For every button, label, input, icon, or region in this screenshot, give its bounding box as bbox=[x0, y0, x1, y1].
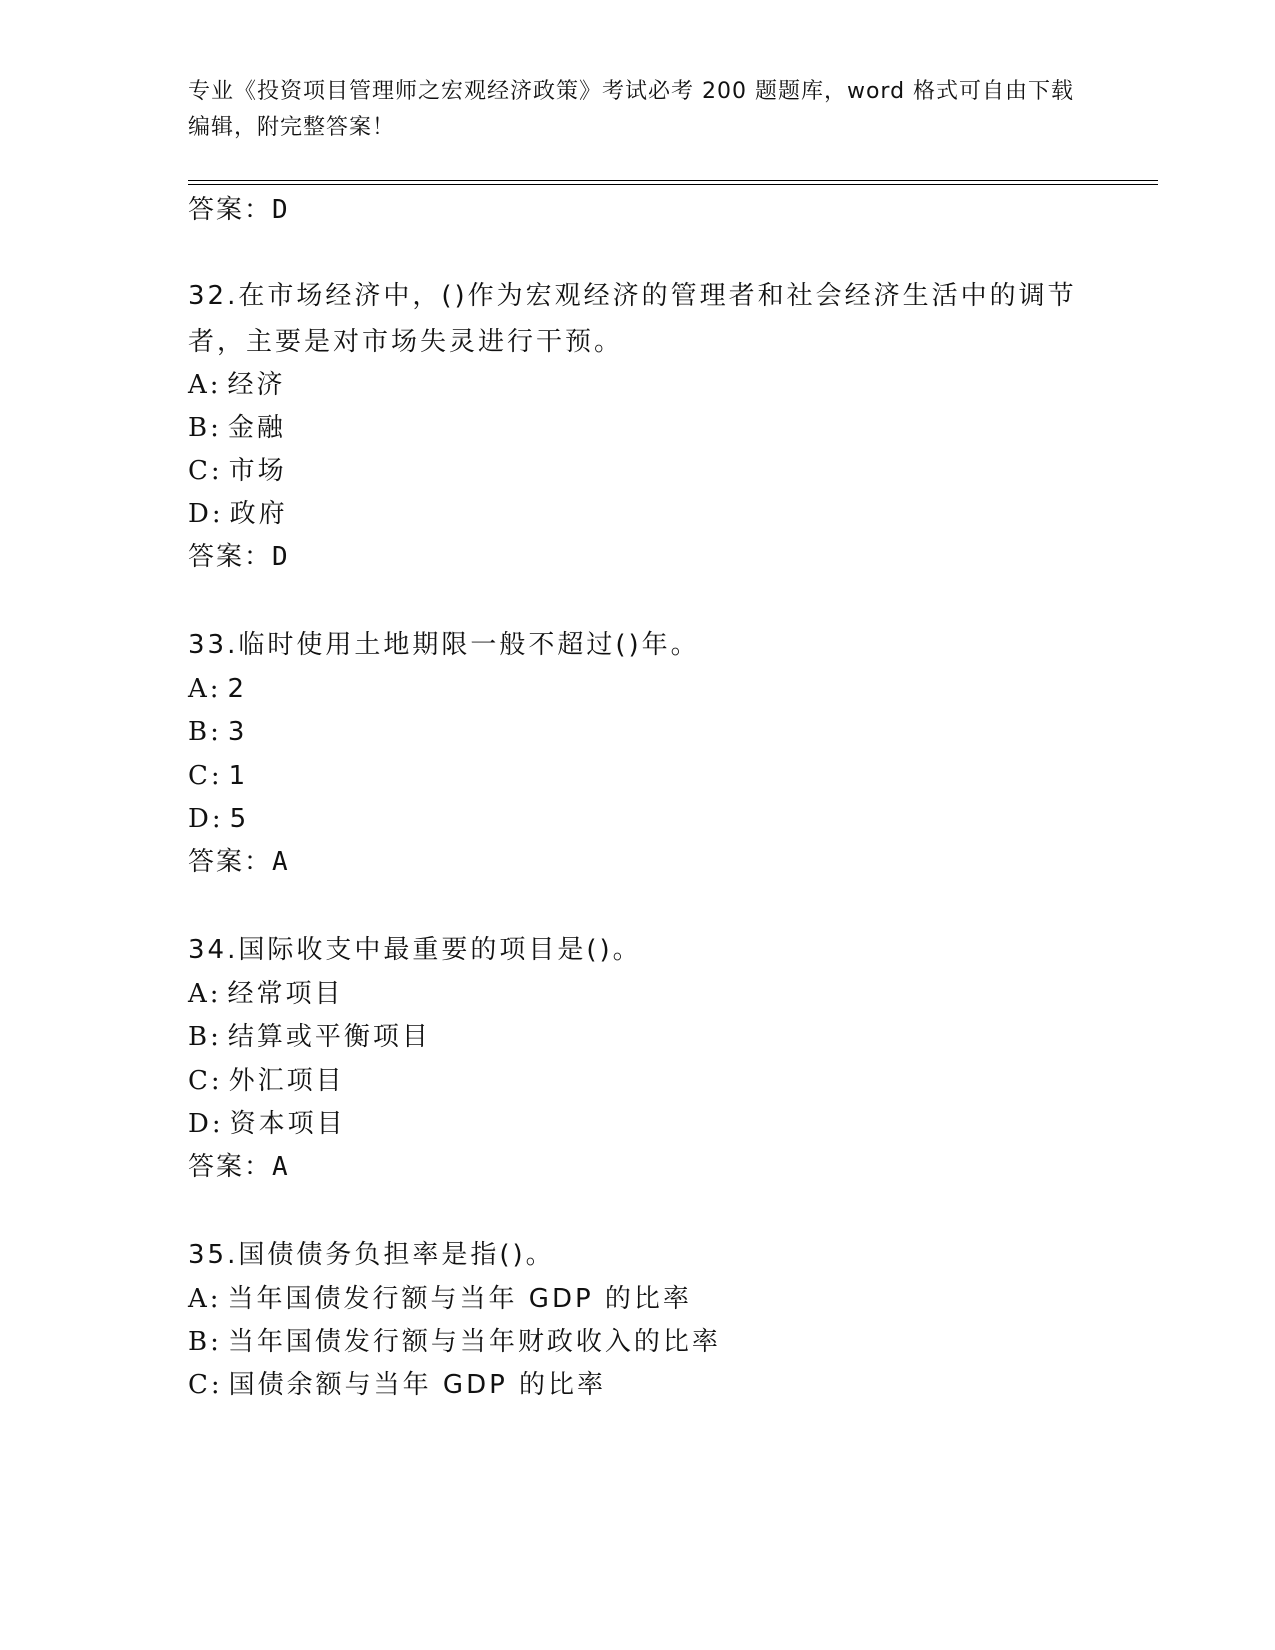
option-a bbox=[188, 666, 247, 712]
option-c bbox=[188, 753, 248, 799]
option-text: 经常项目 bbox=[227, 979, 344, 1009]
option-a bbox=[188, 1276, 692, 1322]
option-text: 资本项目 bbox=[229, 1109, 346, 1139]
option-label: D: bbox=[188, 1109, 224, 1139]
question-35-text: 35.国债债务负担率是指()。 bbox=[188, 1240, 555, 1270]
option-label: B: bbox=[188, 413, 222, 443]
answer-line bbox=[188, 1144, 290, 1190]
answer-value: D bbox=[272, 195, 290, 225]
header-divider-top bbox=[188, 180, 1158, 181]
answer-label: 答案： bbox=[188, 542, 273, 572]
option-a bbox=[188, 971, 344, 1017]
question-34-text: 34.国际收支中最重要的项目是()。 bbox=[188, 935, 642, 965]
option-b bbox=[188, 1319, 721, 1365]
answer-label: 答案： bbox=[188, 195, 273, 225]
option-label: B: bbox=[188, 1327, 222, 1357]
option-label: C: bbox=[188, 1370, 223, 1400]
option-text: 当年国债发行额与当年 GDP 的比率 bbox=[227, 1284, 692, 1314]
option-label: D: bbox=[188, 804, 224, 834]
option-b bbox=[188, 405, 286, 451]
option-text: 2 bbox=[227, 674, 248, 704]
option-d bbox=[188, 1101, 346, 1147]
answer-line bbox=[188, 187, 290, 233]
option-label: A: bbox=[188, 1284, 222, 1314]
answer-value: A bbox=[272, 847, 290, 877]
option-text: 1 bbox=[228, 761, 249, 791]
option-b bbox=[188, 1014, 431, 1060]
option-text: 国债余额与当年 GDP 的比率 bbox=[228, 1370, 607, 1400]
option-label: B: bbox=[188, 1022, 222, 1052]
option-text: 经济 bbox=[227, 370, 286, 400]
option-label: C: bbox=[188, 761, 223, 791]
option-label: B: bbox=[188, 717, 222, 747]
option-text: 当年国债发行额与当年财政收入的比率 bbox=[227, 1327, 721, 1357]
option-text: 政府 bbox=[229, 499, 288, 529]
answer-line bbox=[188, 534, 290, 580]
option-a bbox=[188, 362, 286, 408]
header-divider-bottom bbox=[188, 184, 1158, 185]
option-text: 结算或平衡项目 bbox=[227, 1022, 431, 1052]
option-c bbox=[188, 1362, 606, 1408]
question-32-text: 32.在市场经济中，()作为宏观经济的管理者和社会经济生活中的调节者，主要是对市场失灵进行干预。 bbox=[188, 281, 1077, 357]
question-33-text: 33.临时使用土地期限一般不超过()年。 bbox=[188, 630, 700, 660]
option-text: 外汇项目 bbox=[228, 1066, 345, 1096]
option-label: A: bbox=[188, 370, 222, 400]
option-d bbox=[188, 796, 249, 842]
option-c bbox=[188, 1058, 345, 1104]
document-header-note: 专业《投资项目管理师之宏观经济政策》考试必考 200 题题库，word 格式可自由下载编辑，附完整答案！ bbox=[188, 79, 1075, 140]
option-text: 市场 bbox=[228, 456, 287, 486]
option-label: C: bbox=[188, 1066, 223, 1096]
option-label: C: bbox=[188, 456, 223, 486]
option-label: A: bbox=[188, 674, 222, 704]
option-c bbox=[188, 448, 287, 494]
answer-label: 答案： bbox=[188, 1152, 273, 1182]
option-label: A: bbox=[188, 979, 222, 1009]
option-text: 金融 bbox=[227, 413, 286, 443]
option-text: 3 bbox=[227, 717, 248, 747]
answer-line bbox=[188, 839, 290, 885]
option-d bbox=[188, 491, 288, 537]
answer-value: D bbox=[272, 542, 290, 572]
answer-label: 答案： bbox=[188, 847, 273, 877]
option-label: D: bbox=[188, 499, 224, 529]
answer-value: A bbox=[272, 1152, 290, 1182]
option-b bbox=[188, 709, 247, 755]
option-text: 5 bbox=[229, 804, 250, 834]
